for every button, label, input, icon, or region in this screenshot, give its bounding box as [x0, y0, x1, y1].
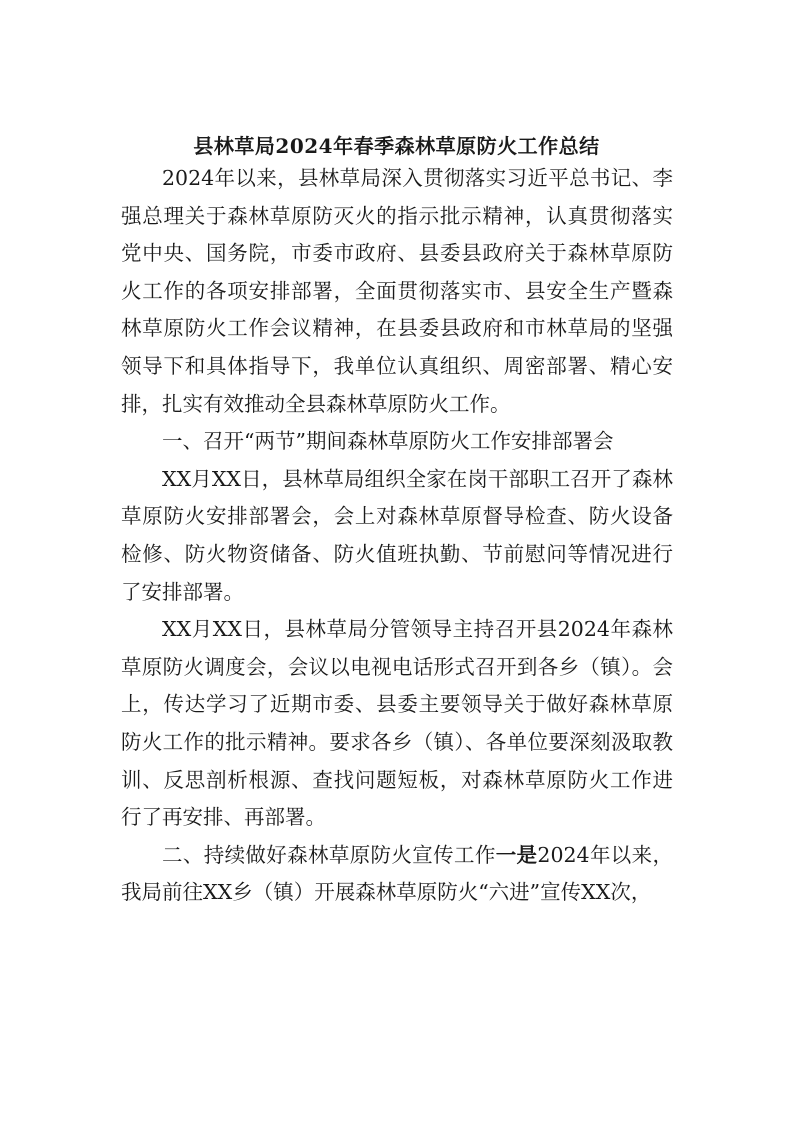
paragraph-meeting-2: XX月XX日，县林草局分管领导主持召开县2024年森林草原防火调度会，会议以电视电话形式召开到各乡（镇）。会上，传达学习了近期市委、县委主要领导关于做好森林草原防火工作的批示精神。要求各乡（镇）、各单位要深刻汲取教训、反思剖析根源、查找问题短板，对森林草原防火工作进行了再安排、再部署。	[121, 617, 673, 830]
bold-marker-first: 一是	[495, 842, 538, 867]
document-title: 县林草局2024年春季森林草原防火工作总结	[193, 134, 600, 158]
section-heading-2: 二、持续做好森林草原防火宣传工作	[162, 842, 496, 867]
paragraph-intro: 2024年以来，县林草局深入贯彻落实习近平总书记、李强总理关于森林草原防灭火的指示批示精神，认真贯彻落实党中央、国务院，市委市政府、县委县政府关于森林草原防火工作的各项安排部署，全面贯彻落实市、县安全生产暨森林草原防火工作会议精神，在县委县政府和市林草局的坚强领导下和具体指导下，我单位认真组织、周密部署、精心安排，扎实有效推动全县森林草原防火工作。	[121, 166, 673, 416]
document-body	[121, 160, 673, 912]
paragraph-meeting-1: XX月XX日，县林草局组织全家在岗干部职工召开了森林草原防火安排部署会，会上对森林草原督导检查、防火设备检修、防火物资储备、防火值班执勤、节前慰问等情况进行了安排部署。	[121, 466, 673, 604]
section-heading-1: 一、召开“两节”期间森林草原防火工作安排部署会	[162, 429, 614, 454]
section-2-text: 2024年以来，我局前往XX乡（镇）开展森林草原防火“六进”宣传XX次，	[121, 842, 674, 905]
paragraph-section-2	[121, 837, 673, 912]
